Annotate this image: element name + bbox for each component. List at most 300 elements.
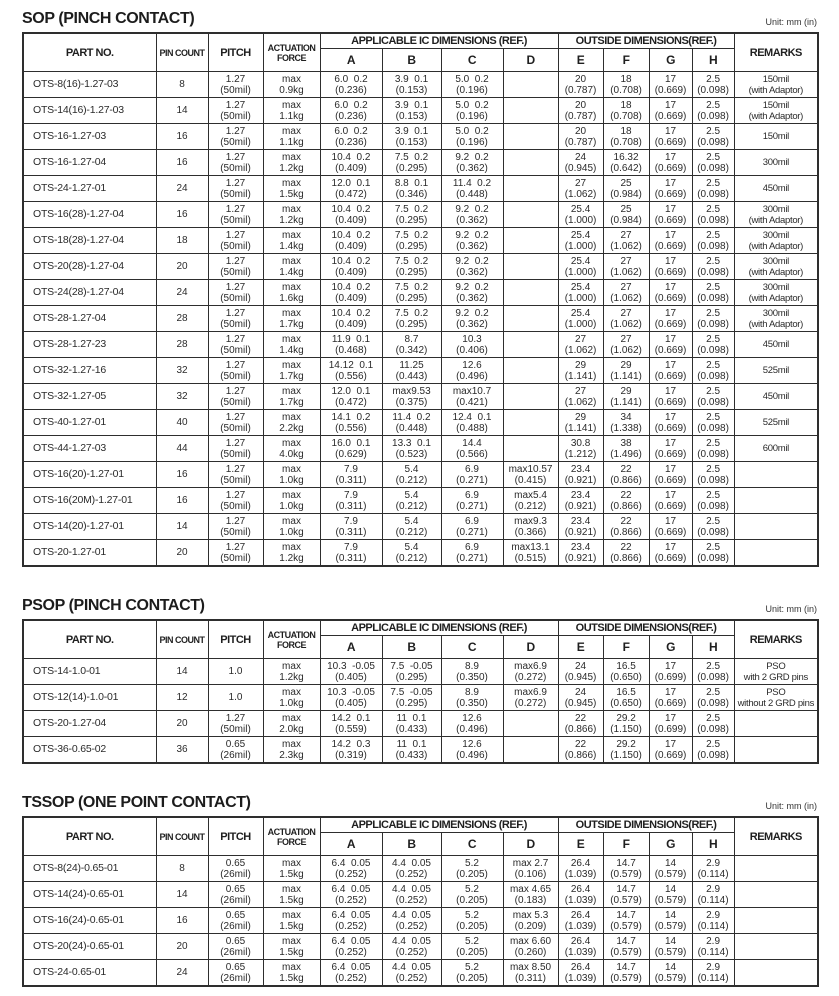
remarks-cell [734, 960, 818, 987]
value-cell: 5.2 (0.205) [441, 960, 503, 987]
value-cell: 2.9 (0.114) [692, 882, 734, 908]
value-cell: 16 [156, 908, 208, 934]
col-header-f: F [603, 49, 649, 72]
value-cell: 38 (1.496) [603, 436, 649, 462]
value-cell: 1.27 (50mil) [208, 540, 263, 567]
value-cell: 8 [156, 72, 208, 98]
part-no-cell: OTS-44-1.27-03 [23, 436, 156, 462]
value-cell: 7.5 0.2 (0.295) [382, 280, 441, 306]
value-cell: 25.4 (1.000) [558, 254, 603, 280]
value-cell: max 1.2kg [263, 202, 320, 228]
value-cell: 17 (0.669) [649, 436, 692, 462]
tssop-table [22, 816, 819, 987]
remarks-cell: 300mil (with Adaptor) [734, 228, 818, 254]
value-cell: max 8.50 (0.311) [503, 960, 558, 987]
value-cell: 20 [156, 540, 208, 567]
col-header-d: D [503, 636, 558, 659]
value-cell: 2.5 (0.098) [692, 332, 734, 358]
value-cell: max 1.2kg [263, 540, 320, 567]
value-cell: 16.32 (0.642) [603, 150, 649, 176]
value-cell: 27 (1.062) [603, 280, 649, 306]
remarks-cell: 300mil [734, 150, 818, 176]
value-cell: 28 [156, 306, 208, 332]
value-cell: 29.2 (1.150) [603, 711, 649, 737]
value-cell: 16 [156, 202, 208, 228]
value-cell: 29.2 (1.150) [603, 737, 649, 764]
value-cell: 17 (0.669) [649, 514, 692, 540]
value-cell: 11.4 0.2 (0.448) [441, 176, 503, 202]
value-cell: 17 (0.669) [649, 384, 692, 410]
col-header-f: F [603, 636, 649, 659]
value-cell [503, 124, 558, 150]
col-header-g: G [649, 49, 692, 72]
remarks-cell: 300mil (with Adaptor) [734, 306, 818, 332]
value-cell: 32 [156, 384, 208, 410]
value-cell [503, 228, 558, 254]
value-cell: 23.4 (0.921) [558, 462, 603, 488]
col-header-actuation-force: ACTUATION FORCE [263, 620, 320, 659]
value-cell: 6.9 (0.271) [441, 488, 503, 514]
value-cell: 0.65 (26mil) [208, 882, 263, 908]
value-cell: 17 (0.699) [649, 659, 692, 685]
value-cell: 10.4 0.2 (0.409) [320, 150, 382, 176]
value-cell: 17 (0.669) [649, 202, 692, 228]
value-cell: 18 (0.708) [603, 72, 649, 98]
value-cell: 2.5 (0.098) [692, 306, 734, 332]
value-cell: 12.6 (0.496) [441, 737, 503, 764]
value-cell: 25.4 (1.000) [558, 202, 603, 228]
value-cell: 5.4 (0.212) [382, 514, 441, 540]
value-cell: 1.27 (50mil) [208, 332, 263, 358]
col-header-e: E [558, 833, 603, 856]
table-row [23, 488, 818, 514]
value-cell: 9.2 0.2 (0.362) [441, 254, 503, 280]
col-header-outside-dims: OUTSIDE DIMENSIONS(REF.) [558, 33, 734, 49]
value-cell [503, 202, 558, 228]
part-no-cell: OTS-28-1.27-04 [23, 306, 156, 332]
value-cell: 5.0 0.2 (0.196) [441, 124, 503, 150]
section-sop [22, 10, 817, 567]
value-cell: 10.4 0.2 (0.409) [320, 280, 382, 306]
value-cell: 1.27 (50mil) [208, 228, 263, 254]
value-cell: 4.4 0.05 (0.252) [382, 908, 441, 934]
value-cell: max 1.5kg [263, 934, 320, 960]
value-cell: max 1.5kg [263, 882, 320, 908]
value-cell: 20 [156, 711, 208, 737]
value-cell: 2.9 (0.114) [692, 960, 734, 987]
part-no-cell: OTS-20(24)-0.65-01 [23, 934, 156, 960]
value-cell: 17 (0.669) [649, 540, 692, 567]
value-cell: max 1.7kg [263, 358, 320, 384]
value-cell: max 1.5kg [263, 960, 320, 987]
value-cell: 17 (0.669) [649, 358, 692, 384]
value-cell: 16.5 (0.650) [603, 659, 649, 685]
value-cell: 14 (0.579) [649, 934, 692, 960]
section-title-psop: PSOP (PINCH CONTACT) [22, 597, 205, 614]
value-cell [503, 176, 558, 202]
value-cell: 2.5 (0.098) [692, 685, 734, 711]
remarks-cell [734, 462, 818, 488]
value-cell: 1.27 (50mil) [208, 72, 263, 98]
part-no-cell: OTS-8(24)-0.65-01 [23, 856, 156, 882]
col-header-ic-dims: APPLICABLE IC DIMENSIONS (REF.) [320, 33, 558, 49]
value-cell: 18 (0.708) [603, 124, 649, 150]
value-cell: 17 (0.669) [649, 737, 692, 764]
value-cell: 7.5 -0.05 (0.295) [382, 685, 441, 711]
value-cell: max 6.60 (0.260) [503, 934, 558, 960]
value-cell: 16 [156, 150, 208, 176]
value-cell: 7.5 0.2 (0.295) [382, 306, 441, 332]
value-cell: 14.7 (0.579) [603, 882, 649, 908]
col-header-h: H [692, 49, 734, 72]
value-cell: 11.9 0.1 (0.468) [320, 332, 382, 358]
value-cell: 5.4 (0.212) [382, 462, 441, 488]
value-cell: 24 [156, 960, 208, 987]
value-cell: 14.12 0.1 (0.556) [320, 358, 382, 384]
value-cell: 11.25 (0.443) [382, 358, 441, 384]
sop-table [22, 32, 819, 567]
value-cell: 7.9 (0.311) [320, 462, 382, 488]
value-cell: 7.9 (0.311) [320, 514, 382, 540]
value-cell: 17 (0.699) [649, 711, 692, 737]
value-cell: 0.65 (26mil) [208, 856, 263, 882]
value-cell: 17 (0.669) [649, 306, 692, 332]
value-cell: 0.65 (26mil) [208, 960, 263, 987]
value-cell: 18 (0.708) [603, 98, 649, 124]
table-row [23, 659, 818, 685]
unit-label: Unit: mm (in) [765, 17, 817, 27]
remarks-cell [734, 934, 818, 960]
col-header-g: G [649, 636, 692, 659]
value-cell: 0.65 (26mil) [208, 737, 263, 764]
value-cell: 26.4 (1.039) [558, 856, 603, 882]
col-header-part-no: PART NO. [23, 817, 156, 856]
value-cell: 10.3 (0.406) [441, 332, 503, 358]
value-cell: max 1.2kg [263, 150, 320, 176]
remarks-cell: 300mil (with Adaptor) [734, 280, 818, 306]
value-cell: 24 (0.945) [558, 659, 603, 685]
value-cell: 14 (0.579) [649, 856, 692, 882]
value-cell: 17 (0.669) [649, 150, 692, 176]
part-no-cell: OTS-8(16)-1.27-03 [23, 72, 156, 98]
value-cell: 5.4 (0.212) [382, 540, 441, 567]
value-cell: 10.4 0.2 (0.409) [320, 306, 382, 332]
table-row [23, 410, 818, 436]
value-cell: 20 (0.787) [558, 72, 603, 98]
value-cell: 2.5 (0.098) [692, 72, 734, 98]
value-cell: 12.0 0.1 (0.472) [320, 384, 382, 410]
value-cell: 24 (0.945) [558, 685, 603, 711]
part-no-cell: OTS-20(28)-1.27-04 [23, 254, 156, 280]
value-cell: max 1.0kg [263, 488, 320, 514]
value-cell: max 1.0kg [263, 685, 320, 711]
value-cell: 27 (1.062) [558, 176, 603, 202]
value-cell: max13.1 (0.515) [503, 540, 558, 567]
part-no-cell: OTS-16(20)-1.27-01 [23, 462, 156, 488]
value-cell: 17 (0.669) [649, 228, 692, 254]
value-cell: 27 (1.062) [603, 332, 649, 358]
value-cell: 5.4 (0.212) [382, 488, 441, 514]
value-cell: 7.5 0.2 (0.295) [382, 150, 441, 176]
value-cell: 2.5 (0.098) [692, 98, 734, 124]
table-row [23, 254, 818, 280]
value-cell: 5.0 0.2 (0.196) [441, 72, 503, 98]
value-cell [503, 384, 558, 410]
part-no-cell: OTS-40-1.27-01 [23, 410, 156, 436]
table-row [23, 882, 818, 908]
remarks-cell [734, 737, 818, 764]
value-cell: 2.5 (0.098) [692, 436, 734, 462]
part-no-cell: OTS-14(16)-1.27-03 [23, 98, 156, 124]
value-cell: 2.5 (0.098) [692, 150, 734, 176]
value-cell: 20 [156, 254, 208, 280]
remarks-cell: 300mil (with Adaptor) [734, 202, 818, 228]
value-cell: 34 (1.338) [603, 410, 649, 436]
table-row [23, 202, 818, 228]
value-cell: 25 (0.984) [603, 176, 649, 202]
value-cell: 6.4 0.05 (0.252) [320, 960, 382, 987]
value-cell: 2.5 (0.098) [692, 514, 734, 540]
value-cell: 14.2 0.3 (0.319) [320, 737, 382, 764]
part-no-cell: OTS-14(20)-1.27-01 [23, 514, 156, 540]
value-cell: 24 [156, 176, 208, 202]
part-no-cell: OTS-24(28)-1.27-04 [23, 280, 156, 306]
value-cell: max 1.7kg [263, 384, 320, 410]
value-cell: 14.7 (0.579) [603, 856, 649, 882]
table-row [23, 908, 818, 934]
col-header-b: B [382, 636, 441, 659]
col-header-e: E [558, 49, 603, 72]
value-cell: max6.9 (0.272) [503, 685, 558, 711]
value-cell: 14.4 (0.566) [441, 436, 503, 462]
col-header-remarks: REMARKS [734, 817, 818, 856]
remarks-cell: 450mil [734, 176, 818, 202]
value-cell: 10.4 0.2 (0.409) [320, 254, 382, 280]
value-cell [503, 737, 558, 764]
remarks-cell: 525mil [734, 410, 818, 436]
value-cell: 1.27 (50mil) [208, 150, 263, 176]
value-cell: 25.4 (1.000) [558, 306, 603, 332]
col-header-pitch: PITCH [208, 817, 263, 856]
value-cell: 12.0 0.1 (0.472) [320, 176, 382, 202]
section-psop [22, 597, 817, 764]
table-row [23, 384, 818, 410]
value-cell: max 1.0kg [263, 514, 320, 540]
value-cell: 25.4 (1.000) [558, 280, 603, 306]
table-row [23, 98, 818, 124]
value-cell: max9.3 (0.366) [503, 514, 558, 540]
part-no-cell: OTS-12(14)-1.0-01 [23, 685, 156, 711]
table-row [23, 72, 818, 98]
value-cell: 14 (0.579) [649, 882, 692, 908]
col-header-actuation-force: ACTUATION FORCE [263, 33, 320, 72]
value-cell [503, 332, 558, 358]
value-cell: 27 (1.062) [603, 306, 649, 332]
remarks-cell: 150mil (with Adaptor) [734, 72, 818, 98]
remarks-cell: 300mil (with Adaptor) [734, 254, 818, 280]
value-cell: 22 (0.866) [558, 711, 603, 737]
table-row [23, 685, 818, 711]
value-cell: 7.5 0.2 (0.295) [382, 254, 441, 280]
value-cell: max 1.2kg [263, 659, 320, 685]
value-cell: 16 [156, 462, 208, 488]
value-cell: 2.9 (0.114) [692, 908, 734, 934]
value-cell: 44 [156, 436, 208, 462]
value-cell: 23.4 (0.921) [558, 488, 603, 514]
value-cell: 8.8 0.1 (0.346) [382, 176, 441, 202]
table-row [23, 737, 818, 764]
value-cell: 2.5 (0.098) [692, 384, 734, 410]
value-cell: 2.5 (0.098) [692, 462, 734, 488]
value-cell: 2.5 (0.098) [692, 254, 734, 280]
value-cell: max 1.7kg [263, 306, 320, 332]
value-cell: 14.7 (0.579) [603, 908, 649, 934]
unit-label: Unit: mm (in) [765, 801, 817, 811]
col-header-a: A [320, 636, 382, 659]
remarks-cell [734, 711, 818, 737]
value-cell: max 1.5kg [263, 856, 320, 882]
table-row [23, 856, 818, 882]
value-cell: 0.65 (26mil) [208, 934, 263, 960]
col-header-b: B [382, 49, 441, 72]
col-header-actuation-force: ACTUATION FORCE [263, 817, 320, 856]
value-cell: 11 0.1 (0.433) [382, 737, 441, 764]
part-no-cell: OTS-14-1.0-01 [23, 659, 156, 685]
col-header-remarks: REMARKS [734, 620, 818, 659]
value-cell: 1.27 (50mil) [208, 410, 263, 436]
value-cell: 9.2 0.2 (0.362) [441, 306, 503, 332]
value-cell: 1.0 [208, 685, 263, 711]
value-cell: 7.9 (0.311) [320, 540, 382, 567]
col-header-c: C [441, 833, 503, 856]
table-row [23, 514, 818, 540]
value-cell: 1.27 (50mil) [208, 462, 263, 488]
value-cell: 2.5 (0.098) [692, 659, 734, 685]
table-row [23, 711, 818, 737]
value-cell: 7.5 0.2 (0.295) [382, 202, 441, 228]
value-cell: 26.4 (1.039) [558, 960, 603, 987]
value-cell: 4.4 0.05 (0.252) [382, 882, 441, 908]
value-cell: 6.9 (0.271) [441, 540, 503, 567]
value-cell: 3.9 0.1 (0.153) [382, 124, 441, 150]
value-cell: 27 (1.062) [603, 228, 649, 254]
table-row [23, 436, 818, 462]
value-cell: 2.9 (0.114) [692, 934, 734, 960]
value-cell: 5.2 (0.205) [441, 934, 503, 960]
value-cell: 17 (0.669) [649, 98, 692, 124]
value-cell: 10.4 0.2 (0.409) [320, 202, 382, 228]
value-cell: 6.9 (0.271) [441, 514, 503, 540]
value-cell: 24 (0.945) [558, 150, 603, 176]
part-no-cell: OTS-20-1.27-01 [23, 540, 156, 567]
part-no-cell: OTS-16(24)-0.65-01 [23, 908, 156, 934]
section-title-sop: SOP (PINCH CONTACT) [22, 10, 195, 27]
table-row [23, 462, 818, 488]
table-row [23, 306, 818, 332]
col-header-h: H [692, 833, 734, 856]
value-cell: 9.2 0.2 (0.362) [441, 228, 503, 254]
remarks-cell [734, 908, 818, 934]
value-cell: 23.4 (0.921) [558, 514, 603, 540]
col-header-a: A [320, 833, 382, 856]
value-cell: 16.5 (0.650) [603, 685, 649, 711]
col-header-pin-count: PIN COUNT [156, 817, 208, 856]
value-cell: max 0.9kg [263, 72, 320, 98]
value-cell: max 2.3kg [263, 737, 320, 764]
value-cell: 13.3 0.1 (0.523) [382, 436, 441, 462]
value-cell: 2.5 (0.098) [692, 358, 734, 384]
value-cell [503, 98, 558, 124]
value-cell: 27 (1.062) [603, 254, 649, 280]
col-header-c: C [441, 636, 503, 659]
value-cell: 14 (0.579) [649, 960, 692, 987]
value-cell: 17 (0.669) [649, 462, 692, 488]
table-row [23, 332, 818, 358]
value-cell: 2.5 (0.098) [692, 410, 734, 436]
value-cell: 2.5 (0.098) [692, 176, 734, 202]
value-cell: 1.27 (50mil) [208, 176, 263, 202]
value-cell: max 1.6kg [263, 280, 320, 306]
value-cell: 6.4 0.05 (0.252) [320, 908, 382, 934]
value-cell: 0.65 (26mil) [208, 908, 263, 934]
value-cell: 2.5 (0.098) [692, 280, 734, 306]
col-header-h: H [692, 636, 734, 659]
value-cell [503, 436, 558, 462]
value-cell: max 1.1kg [263, 124, 320, 150]
col-header-part-no: PART NO. [23, 33, 156, 72]
col-header-pin-count: PIN COUNT [156, 620, 208, 659]
remarks-cell [734, 488, 818, 514]
value-cell: 17 (0.669) [649, 280, 692, 306]
value-cell: max10.57 (0.415) [503, 462, 558, 488]
col-header-c: C [441, 49, 503, 72]
value-cell: 6.9 (0.271) [441, 462, 503, 488]
value-cell: 18 [156, 228, 208, 254]
value-cell: 1.27 (50mil) [208, 124, 263, 150]
value-cell: max 2.0kg [263, 711, 320, 737]
value-cell: 17 (0.669) [649, 332, 692, 358]
value-cell: 1.27 (50mil) [208, 202, 263, 228]
value-cell: 14.1 0.2 (0.556) [320, 410, 382, 436]
value-cell [503, 150, 558, 176]
value-cell: 9.2 0.2 (0.362) [441, 150, 503, 176]
value-cell: 28 [156, 332, 208, 358]
value-cell: 22 (0.866) [603, 540, 649, 567]
psop-table [22, 619, 819, 764]
part-no-cell: OTS-32-1.27-16 [23, 358, 156, 384]
part-no-cell: OTS-24-0.65-01 [23, 960, 156, 987]
col-header-b: B [382, 833, 441, 856]
value-cell: 5.2 (0.205) [441, 908, 503, 934]
value-cell: 3.9 0.1 (0.153) [382, 72, 441, 98]
value-cell: 27 (1.062) [558, 332, 603, 358]
part-no-cell: OTS-28-1.27-23 [23, 332, 156, 358]
value-cell: 6.4 0.05 (0.252) [320, 882, 382, 908]
value-cell [503, 358, 558, 384]
value-cell: 17 (0.669) [649, 72, 692, 98]
value-cell: 14.2 0.1 (0.559) [320, 711, 382, 737]
value-cell: 32 [156, 358, 208, 384]
part-no-cell: OTS-20-1.27-04 [23, 711, 156, 737]
value-cell: 11 0.1 (0.433) [382, 711, 441, 737]
remarks-cell: 525mil [734, 358, 818, 384]
value-cell: 9.2 0.2 (0.362) [441, 202, 503, 228]
section-title-tssop: TSSOP (ONE POINT CONTACT) [22, 794, 251, 811]
table-row [23, 150, 818, 176]
value-cell [503, 410, 558, 436]
value-cell: 1.27 (50mil) [208, 358, 263, 384]
value-cell: 1.27 (50mil) [208, 384, 263, 410]
